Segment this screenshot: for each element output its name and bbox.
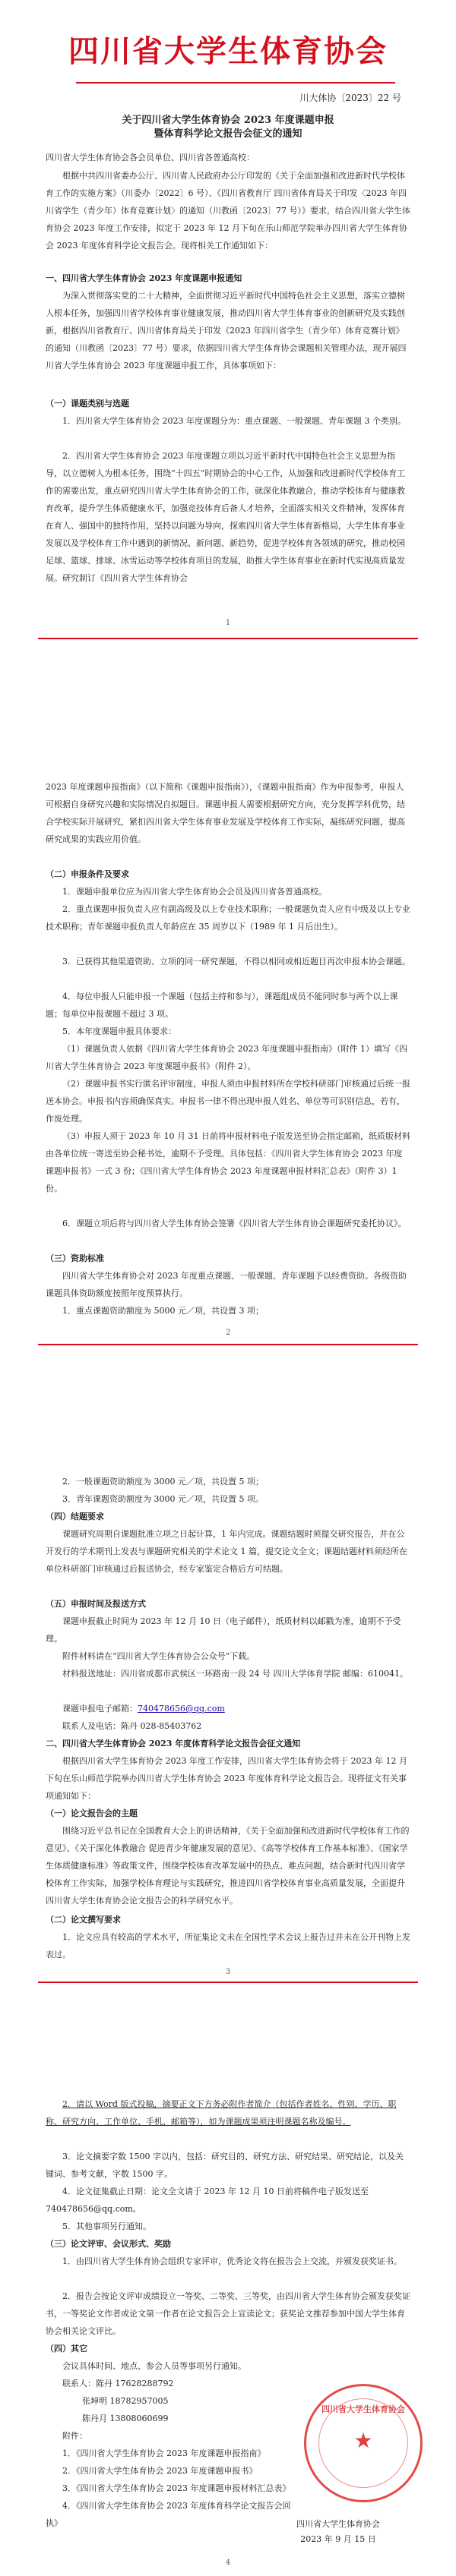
- funding-3: 3．青年课题资助额度为 3000 元／项，共设置 5 项。: [62, 1494, 264, 1504]
- evaluation-1: 1．由四川省大学生体育协会组织专家评审，优秀论文将在报告会上交流，并颁发获奖证书。: [62, 2256, 402, 2266]
- theme-text: 围绕习近平总书记在全国教育大会上的讲话精神，《关于全面加强和改进新时代学校体育工作的意见》、《关于深化体教融合 促进青少年健康发展的意见》、《高等学校体育工作基本标准》、《国家学生体质健康标准》等政策文件，围绕学校体育改革发展中的热点、难点问题，结合新时代四川省学校体育工作实际，加强学校体育理论与实践研究，推进四川省学校体育事业高质量发展，全面提升四川省大学生体育协会论文报告会的科学研究水平。: [46, 1826, 410, 1906]
- greeting: 四川省大学生体育协会各会员单位、四川省各普通高校：: [46, 153, 255, 162]
- other-text: 会议具体时间、地点、参会人员等事项另行通知。: [62, 2361, 246, 2371]
- requirement-3: 3．已获得其他渠道资助、立项的同一研究课题，不得以相同或相近题目再次申报本协会课题。: [62, 957, 410, 966]
- subheading-other: （四）其它: [46, 2344, 87, 2354]
- writing-req-3: 3．论文摘要字数 1500 字以内，包括：研究目的、研究方法、研究结果、研究结论，以及关键词、参考文献，字数 1500 字。: [46, 2152, 404, 2179]
- contact-person-1: 联系人：陈丹 17628288792: [62, 2379, 174, 2388]
- contact-person-3: 陈丹月 13808060699: [82, 2414, 169, 2423]
- writing-req-2: [46, 2095, 410, 2130]
- page-number: 2: [225, 1329, 231, 1337]
- deadline-text: 课题申报截止时间为 2023 年 12 月 10 日（电子邮件），纸质材料以邮戳为准，逾期不予受理。: [46, 1616, 401, 1644]
- page-divider: [38, 638, 418, 639]
- doc-title-line1: 关于四川省大学生体育协会 2023 年度课题申报: [122, 115, 334, 126]
- attachment-note: 附件材料请在“四川省大学生体育协会公众号”下载。: [62, 1651, 255, 1661]
- writing-req-5: 5．其他事项另行通知。: [62, 2221, 151, 2231]
- signature-date: 2023 年 9 月 15 日: [300, 2534, 376, 2544]
- requirement-6: 6．课题立项后将与四川省大学生体育协会签署《四川省大学生体育协会课题研究委托协议》。: [62, 1219, 407, 1228]
- official-seal: [304, 2384, 423, 2502]
- page-divider: [38, 1982, 418, 1983]
- requirement-4: 4．每位申报人只能申报一个课题（包括主持和参与），课题组成员不能同时参与两个以上课题；每单位申报课题不超过 3 项。: [46, 992, 398, 1019]
- header-red-rule: [76, 82, 395, 84]
- mailing-address: 材料报送地址：四川省成都市武侯区一环路南一段 24 号 四川大学体育学院 邮编：610041。: [62, 1669, 408, 1679]
- annex-title: 附件：: [62, 2431, 87, 2441]
- annex-1[interactable]: 1．《四川省大学生体育协会 2023 年度课题申报指南》: [62, 2448, 266, 2458]
- org-header: 四川省大学生体育协会: [68, 34, 388, 69]
- writing-req-4: 4．论文征集截止日期：论文全文请于 2023 年 12 月 10 日前将稿件电子版发送至 740478656@qq.com。: [46, 2187, 369, 2214]
- intro-paragraph: 根据中共四川省委办公厅、四川省人民政府办公厅印发的《关于全面加强和改进新时代学校体育工作的实施方案》（川委办〔2022〕6 号）、《四川省教育厅 四川省体育局关于印发〈2023 年四川省学生（青少年）体育竞赛计划〉的通知（川教函〔2023〕77 号）》要求，结合四川省大学生体育协会 2023 年度工作安排，拟定于 2023 年 12 月下旬在乐山师范学院举办四川省大学生体育协会 2023 年度体育科学论文报告会。现将相关工作通知如下：: [46, 171, 410, 251]
- seal-star-icon: ★: [353, 2428, 373, 2453]
- topic-2-continued: 2023 年度课题申报指南》（以下简称《课题申报指南》），《课题申报指南》作为申报参考，申报人可根据自身研究兴趣和实际情况自拟题目。课题申报人需要根据研究方向，充分发挥学科优势，结合学校实际开展研究，紧扣四川省大学生体育事业发展及学校体育工作实际，凝练研究问题，提高研究成果的实践应用价值。: [46, 782, 405, 844]
- subheading-writing: （二）论文撰写要求: [46, 1915, 121, 1925]
- page-divider: [38, 1344, 418, 1345]
- completion-requirements: 课题研究周期自课题批准立项之日起计算，1 年内完成。课题结题时须提交研究报告，并在公开发行的学术期刊上发表与课题研究相关的学术论文 1 篇，提交论文全文；课题结题材料须经所在单位科研部门审核通过后报送协会，经专家鉴定合格后方可结题。: [46, 1529, 407, 1574]
- requirement-5a: （1）课题负责人依据《四川省大学生体育协会 2023 年度课题申报指南》（附件 1）填写《四川省大学生体育协会 2023 年度课题申报书》（附件 2）。: [46, 1044, 407, 1071]
- contact-person-2: 张坤明 18782957005: [82, 2396, 169, 2406]
- subheading-evaluation: （三）论文评审、会议形式、奖励: [46, 2239, 171, 2249]
- topic-1: 1．四川省大学生体育协会 2023 年度课题分为：重点课题、一般课题、青年课题 3 个类别。: [62, 416, 406, 426]
- seal-text: 四川省大学生体育协会: [321, 2404, 405, 2414]
- requirement-1: 1．课题申报单位应为四川省大学生体育协会会员及四川省各普通高校。: [62, 887, 327, 897]
- section-heading-1: 一、四川省大学生体育协会 2023 年度课题申报通知: [46, 273, 242, 283]
- conference-intro: 根据四川省大学生体育协会 2023 年度工作安排，四川省大学生体育协会将于 2023 年 12 月下旬在乐山师范学院举办四川省大学生体育协会 2023 年度体育科学论文报告会。现将征文有关事项通知如下：: [46, 1756, 407, 1801]
- evaluation-2: 2．报告会按论文评审成绩设立一等奖、二等奖、三等奖，由四川省大学生体育协会颁发获奖证书，一等奖论文作者或论文第一作者在论文报告会上宣读论文；获奖论文推荐参加中国大学生体育协会相关论文评比。: [46, 2291, 410, 2336]
- annex-4[interactable]: 4．《四川省大学生体育协会 2023 年度体育科学论文报告会回执》: [46, 2501, 291, 2528]
- signature-org: 四川省大学生体育协会: [296, 2519, 380, 2529]
- subheading-completion: （四）结题要求: [46, 1512, 104, 1521]
- email-link[interactable]: 740478656@qq.com: [138, 1704, 225, 1714]
- intro-paragraph-2: 为深入贯彻落实党的二十大精神，全面贯彻习近平新时代中国特色社会主义思想，落实立德树人根本任务，加强四川省学校体育事业健康发展，推动四川省大学生体育事业的创新研究及实践创新，根据四川省教育厅、四川省体育局关于印发《2023 年四川省学生（青少年）体育竞赛计划》的通知（川教函〔2023〕77 号）要求，依据四川省大学生体育协会课题相关管理办法，现开展四川省大学生体育协会 2023 年度课题申报工作，具体事项如下：: [46, 291, 407, 370]
- page-number: 3: [225, 1968, 231, 1976]
- requirement-5b: （2）课题申报书实行匿名评审制度，申报人须由申报材料所在学校科研部门审核通过后统一报送本协会。申报书内容须确保真实。申报书一律不得出现申报人姓名、单位等可识别信息，若有，作废处理。: [46, 1079, 410, 1124]
- funding-2: 2．一般课题资助额度为 3000 元／项，共设置 5 项；: [62, 1477, 264, 1487]
- doc-title: [46, 114, 410, 141]
- email-line: [46, 1700, 410, 1717]
- page-number: 1: [225, 619, 231, 627]
- annex-3[interactable]: 3．《四川省大学生体育协会 2023 年度课题申报材料汇总表》: [62, 2483, 291, 2493]
- subheading-submission: （五）申报时间及报送方式: [46, 1599, 146, 1609]
- subheading-funding: （三）资助标准: [46, 1253, 104, 1263]
- subheading-requirements: （二）申报条件及要求: [46, 869, 129, 879]
- doc-title-line2: 暨体育科学论文报告会征文的通知: [154, 128, 302, 140]
- page-number: 4: [225, 2559, 231, 2567]
- writing-req-2-text: 2．请以 Word 版式投稿，摘要正文下方务必附作者简介（包括作者姓名、性别、学历、职称、研究方向、工作单位、手机、邮箱等），如为课题成果须注明课题名称及编号。: [46, 2099, 397, 2127]
- requirement-2: 2．重点课题申报负责人应有副高级及以上专业技术职称；一般课题负责人应有中级及以上专业技术职称；青年课题申报负责人年龄应在 35 周岁以下（1989 年 1 月后出生）。: [46, 904, 410, 932]
- funding-intro: 四川省大学生体育协会对 2023 年度重点课题、一般课题、青年课题予以经费资助。各级资助课题具体资助额度按照年度预算执行。: [46, 1271, 407, 1298]
- email-label: 课题申报电子邮箱：: [62, 1704, 138, 1714]
- subheading-theme: （一）论文报告会的主题: [46, 1808, 138, 1818]
- funding-1: 1．重点课题资助额度为 5000 元／项，共设置 3 项；: [62, 1306, 264, 1316]
- annex-2[interactable]: 2．《四川省大学生体育协会 2023 年度课题申报书》: [62, 2466, 258, 2476]
- doc-number: 川大体协〔2023〕22 号: [299, 93, 401, 103]
- requirement-5: 5．本年度课题申报具体要求：: [62, 1026, 176, 1036]
- section-heading-2: 二、四川省大学生体育协会 2023 年度体育科学论文报告会征文通知: [46, 1739, 301, 1748]
- topic-2: 2．四川省大学生体育协会 2023 年度课题立项以习近平新时代中国特色社会主义思想为指导，以立德树人为根本任务，围绕“十四五”时期协会的中心工作，从加强和改进新时代学校体育工作的需要出发，重点研究四川省大学生体育协会的工作，就深化体教融合，推动学校体育与健康教育改革，提升学生体质健康水平，加强竞技体育后备人才培养，全面落实相关文件精神，发挥体育在育人、强国中的独特作用，坚持以问题为导向，探索四川省大学生体育新格局，大学生体育事业发展以及学校体育工作中遇到的新情况、新问题、新趋势，促进学校体育各领域的研究，推动校园足球、篮球、排球、冰雪运动等学校体育项目的发展，助推大学生体育事业在新时代实现高质量发展。研究制订《四川省大学生体育协会: [46, 451, 406, 583]
- requirement-5c: （3）申报人须于 2023 年 10 月 31 日前将申报材料电子版发送至协会指定邮箱，纸质版材料由各单位统一寄送至协会秘书处，逾期不予受理。具体包括：《四川省大学生体育协会 2023 年度课题申报书》一式 3 份；《四川省大学生体育协会 2023 年度课题申报材料汇总表》（附件 3）1 份。: [46, 1131, 410, 1193]
- writing-req-1: 1．论文应具有较高的学术水平，所征集论文未在全国性学术会议上报告过并未在公开刊物上发表过。: [46, 1932, 410, 1960]
- subheading-topics: （一）课题类别与选题: [46, 399, 129, 408]
- contact-line: 联系人及电话：陈丹 028-85403762: [62, 1721, 202, 1731]
